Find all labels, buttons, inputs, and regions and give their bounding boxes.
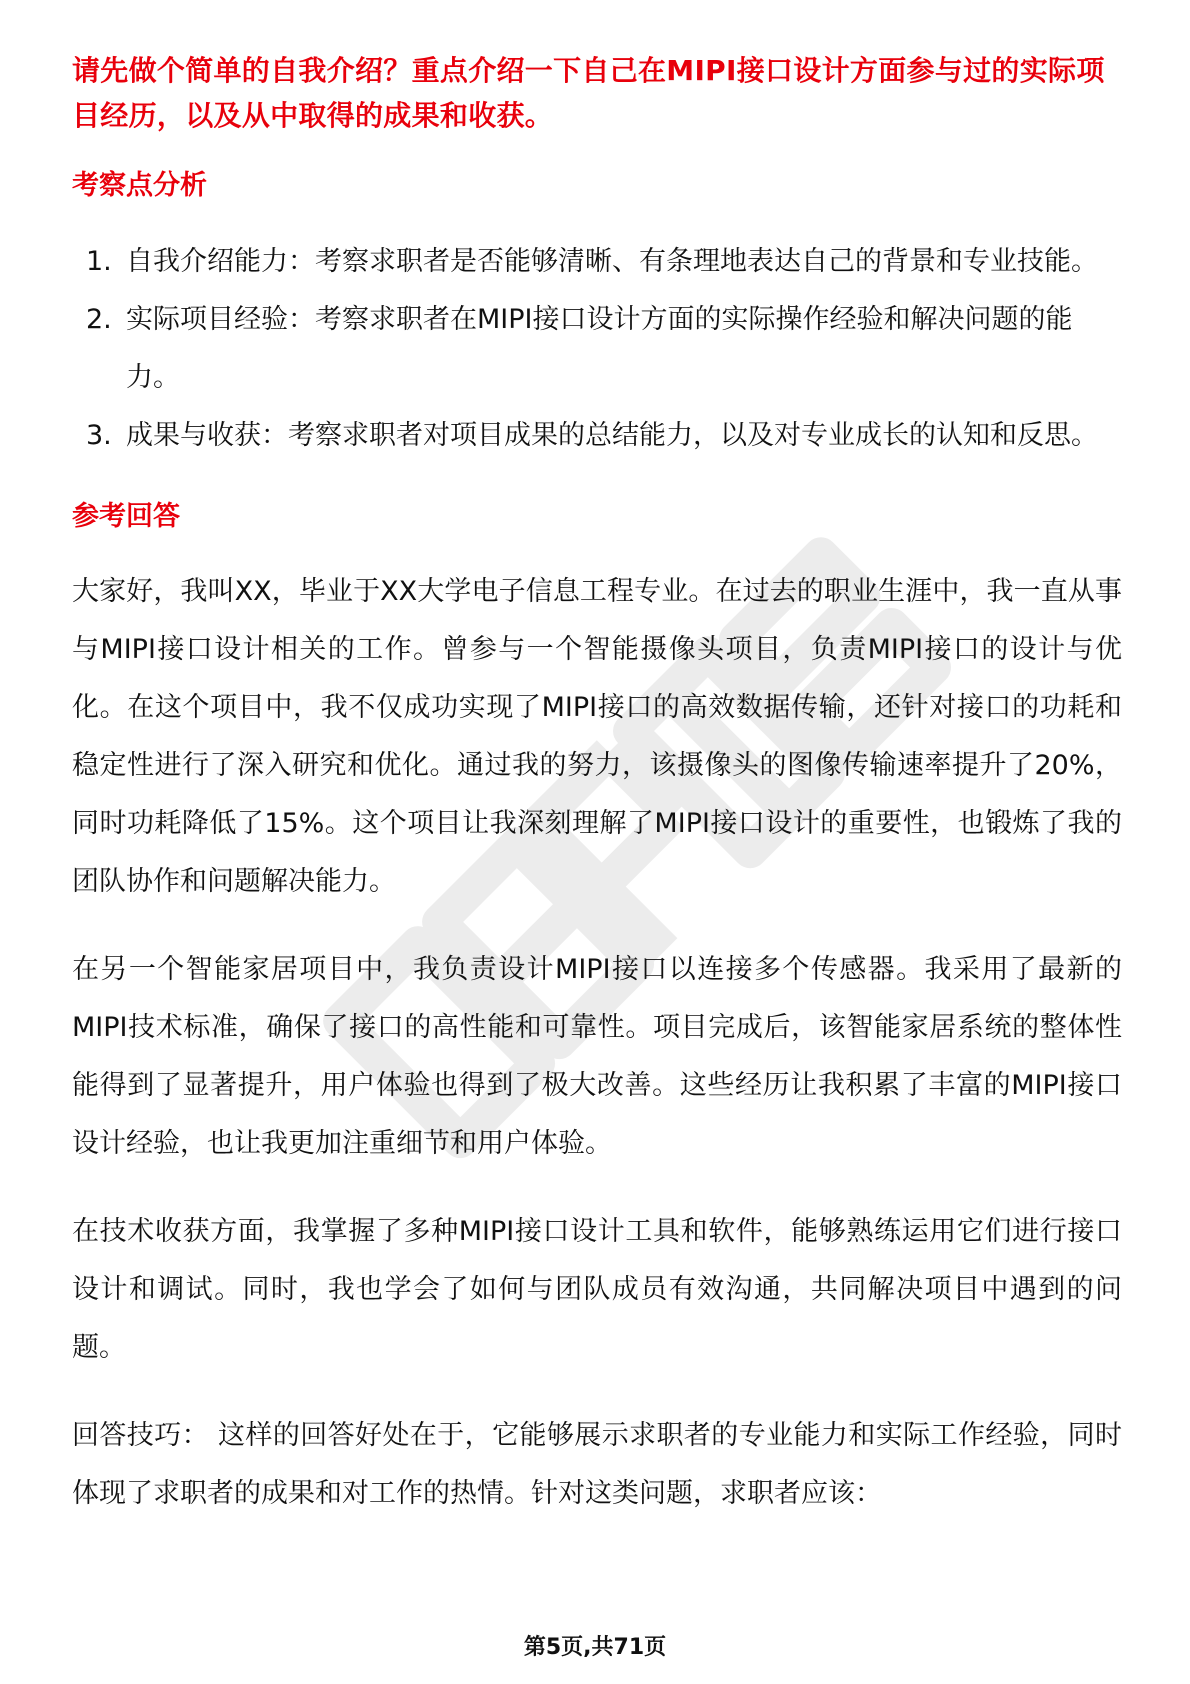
analysis-item-number: 3.	[86, 420, 112, 451]
answer-tips-paragraph: 回答技巧： 这样的回答好处在于，它能够展示求职者的专业能力和实际工作经验，同时体现了求职者的成果和对工作的热情。针对这类问题，求职者应该：	[72, 1420, 1122, 1509]
interview-question: 请先做个简单的自我介绍？重点介绍一下自己在MIPI接口设计方面参与过的实际项目经历，以及从中取得的成果和收获。	[72, 54, 1105, 132]
analysis-list	[72, 233, 1122, 465]
page-number: 第5页,共71页	[523, 1635, 667, 1660]
answer-paragraph: 在技术收获方面，我掌握了多种MIPI接口设计工具和软件，能够熟练运用它们进行接口设计和调试。同时，我也学会了如何与团队成员有效沟通，共同解决项目中遇到的问题。	[72, 1216, 1122, 1363]
answer-paragraph: 在另一个智能家居项目中，我负责设计MIPI接口以连接多个传感器。我采用了最新的MIPI技术标准，确保了接口的高性能和可靠性。项目完成后，该智能家居系统的整体性能得到了显著提升，用户体验也得到了极大改善。这些经历让我积累了丰富的MIPI接口设计经验，也让我更加注重细节和用户体验。	[72, 954, 1122, 1159]
analysis-item-text: 实际项目经验：考察求职者在MIPI接口设计方面的实际操作经验和解决问题的能力。	[126, 304, 1073, 393]
document-content	[72, 48, 1122, 1523]
analysis-item-number: 1.	[86, 246, 112, 277]
analysis-item	[72, 233, 1122, 291]
analysis-item-text: 自我介绍能力：考察求职者是否能够清晰、有条理地表达自己的背景和专业技能。	[126, 246, 1098, 277]
analysis-item-number: 2.	[86, 304, 112, 335]
analysis-item	[72, 407, 1122, 465]
analysis-heading: 考察点分析	[72, 170, 207, 201]
answer-heading: 参考回答	[72, 501, 180, 532]
analysis-item-text: 成果与收获：考察求职者对项目成果的总结能力，以及对专业成长的认知和反思。	[126, 420, 1098, 451]
answer-paragraph: 大家好，我叫XX，毕业于XX大学电子信息工程专业。在过去的职业生涯中，我一直从事与MIPI接口设计相关的工作。曾参与一个智能摄像头项目，负责MIPI接口的设计与优化。在这个项目中，我不仅成功实现了MIPI接口的高效数据传输，还针对接口的功耗和稳定性进行了深入研究和优化。通过我的努力，该摄像头的图像传输速率提升了20%，同时功耗降低了15%。这个项目让我深刻理解了MIPI接口设计的重要性，也锻炼了我的团队协作和问题解决能力。	[72, 576, 1122, 897]
analysis-item	[72, 291, 1122, 407]
